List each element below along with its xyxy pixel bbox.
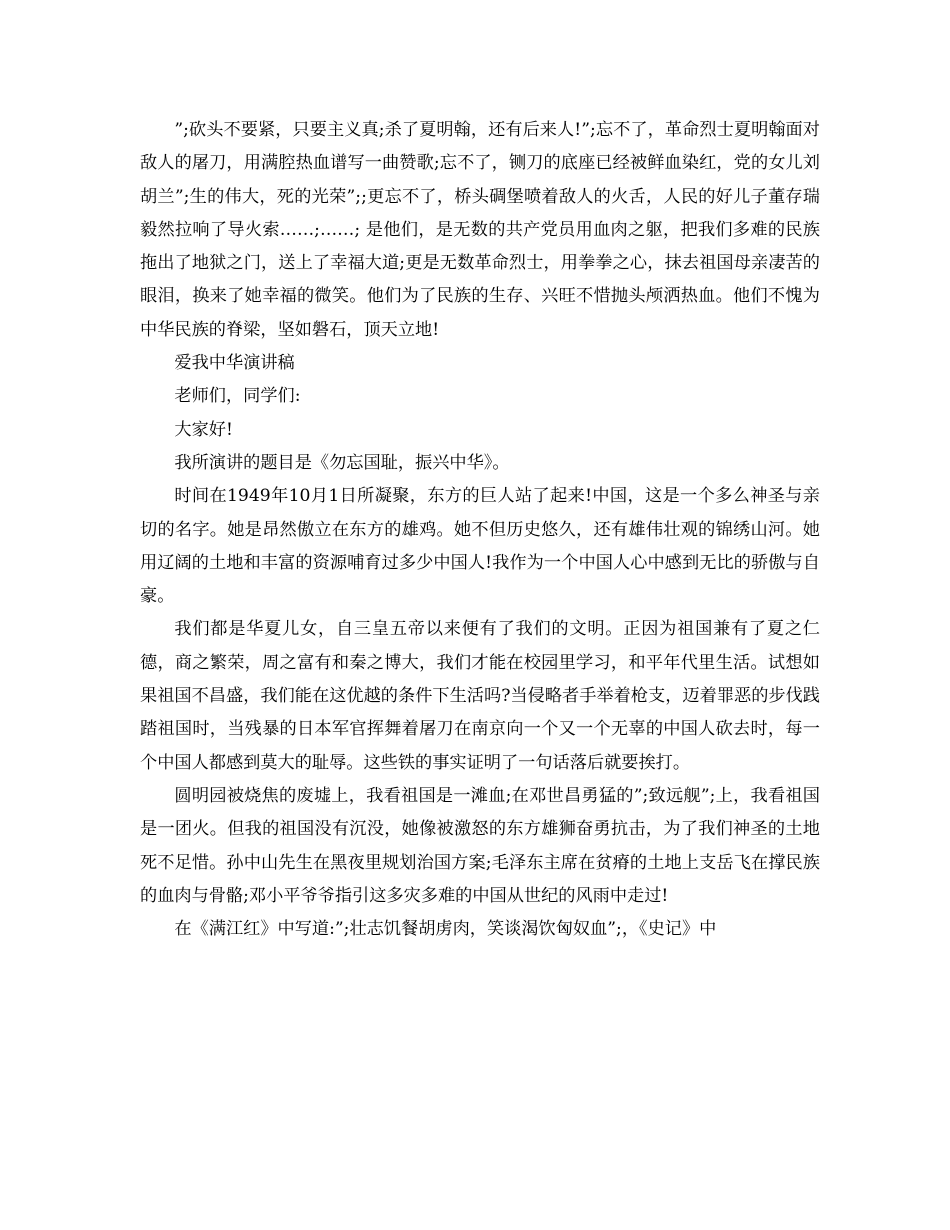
paragraph-yuanmingyuan: 圆明园被烧焦的废墟上，我看祖国是一滩血;在邓世昌勇猛的”;致远舰”;上，我看祖国是一团火。但我的祖国没有沉没，她像被激怒的东方雄狮奋勇抗击，为了我们神圣的土地死不足惜。孙中山先生在黑夜里规划治国方案;毛泽东主席在贫瘠的土地上支岳飞在撑民族的血肉与骨骼;邓小平爷爷指引这多灾多难的中国从世纪的风雨中走过! [140, 785, 820, 906]
document-body [140, 114, 820, 946]
speech-title: 爱我中华演讲稿 [174, 353, 295, 374]
paragraph-civilization: 我们都是华夏儿女，自三皇五帝以来便有了我们的文明。正因为祖国兼有了夏之仁德，商之繁荣，周之富有和秦之博大，我们才能在校园里学习，和平年代里生活。试想如果祖国不昌盛，我们能在这优越的条件下生活吗?当侵略者手举着枪支，迈着罪恶的步伐践踏祖国时，当残暴的日本军官挥舞着屠刀在南京向一个又一个无辜的中国人砍去时，每一个中国人都感到莫大的耻辱。这些铁的事实证明了一句话落后就要挨打。 [140, 619, 820, 773]
paragraph-martyrs: ”;砍头不要紧，只要主义真;杀了夏明翰，还有后来人!”;忘不了，革命烈士夏明翰面对敌人的屠刀，用满腔热血谱写一曲赞歌;忘不了，铡刀的底座已经被鲜血染红，党的女儿刘胡兰”;生的伟大，死的光荣”;;更忘不了，桥头碉堡喷着敌人的火舌，人民的好儿子董存瑞毅然拉响了导火索……;……; 是他们，是无数的共产党员用血肉之躯，把我们多难的民族拖出了地狱之门，送上了幸福大道;更是无数革命烈士，用拳拳之心，抹去祖国母亲凄苦的眼泪，换来了她幸福的微笑。他们为了民族的生存、兴旺不惜抛头颅洒热血。他们不愧为中华民族的脊梁，坚如磐石，顶天立地! [140, 120, 820, 340]
speech-topic: 我所演讲的题目是《勿忘国耻，振兴中华》。 [174, 452, 510, 473]
salutation: 老师们，同学们: [174, 386, 301, 407]
paragraph-1949: 时间在1949年10月1日所凝聚，东方的巨人站了起来!中国，这是一个多么神圣与亲切的名字。她是昂然傲立在东方的雄鸡。她不但历史悠久，还有雄伟壮观的锦绣山河。她用辽阔的土地和丰富的资源哺育过多少中国人!我作为一个中国人心中感到无比的骄傲与自豪。 [140, 486, 820, 607]
greeting: 大家好! [174, 419, 233, 440]
paragraph-manjianghong: 在《满江红》中写道:”;壮志饥餐胡虏肉，笑谈渴饮匈奴血”;，《史记》中 [174, 919, 717, 940]
